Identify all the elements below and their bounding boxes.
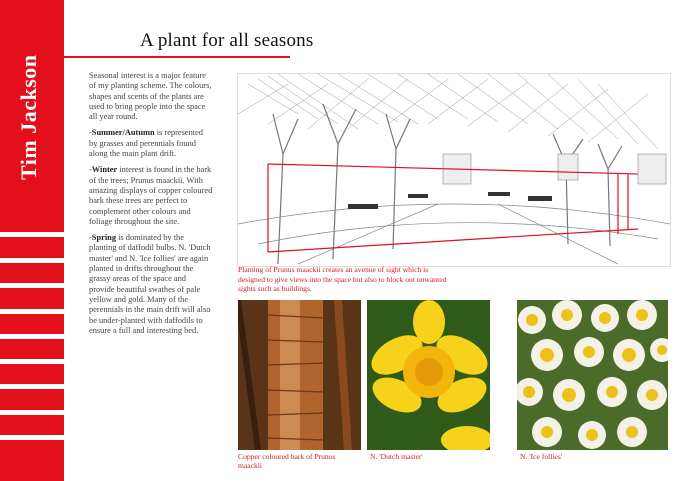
winter-paragraph: -Winter interest is found in the bark of the trees; Prunus maackii. With amazing displays of copper coloured bark these trees are perfect to complement other colours and foliage throughout the site. <box>89 165 213 226</box>
summer-label: Summer/Autumn <box>91 128 155 138</box>
sidebar-band <box>0 0 64 481</box>
site-sketch-image <box>237 73 671 267</box>
winter-text: interest is found in the bark of the trees; Prunus maackii. With amazing displays of copper coloured bark these trees are perfect to complement other colours and foliage throughout the site. <box>89 165 213 226</box>
ice-follies-photo <box>517 300 668 450</box>
sidebar-stripe <box>0 359 64 364</box>
dutch-master-photo <box>367 300 490 450</box>
bark-caption: Copper coloured bark of Prunus maackii <box>238 452 336 470</box>
sidebar-stripe <box>0 232 64 237</box>
spring-label: Spring <box>91 233 117 243</box>
summer-text: is represented by grasses and perennials found along the main plant drift. <box>89 128 203 159</box>
sidebar-stripe <box>0 309 64 314</box>
page-title: A plant for all seasons <box>140 30 314 51</box>
winter-label: Winter <box>91 165 118 175</box>
spring-text: is dominated by the planting of daffodil bulbs. N. 'Dutch master' and N. 'Ice follies' are again planted in drifts throughout the grassy areas of the space and provide beautiful swathes of pale yellow and gold. Many of the perennials in the main drift will also be under-planted with daffodils to ensure a full and interesting bed. <box>89 233 211 335</box>
bark-photo <box>238 300 361 450</box>
intro-paragraph: Seasonal interest is a major feature of my planting scheme. The colours, shapes and scents of the plants are used to bring people into the space all year round. <box>89 71 212 122</box>
sidebar-stripe <box>0 283 64 288</box>
dutch-master-caption: N. 'Dutch master' <box>370 452 423 461</box>
sidebar-stripe <box>0 410 64 415</box>
body-text <box>89 71 213 342</box>
summer-paragraph: -Summer/Autumn is represented by grasses and perennials found along the main plant drift. <box>89 128 203 159</box>
sketch-caption: Planting of Prunus maackii creates an avenue of sight which is designed to give views into the space but also to block out unwanted sights such as buildings. <box>238 265 447 293</box>
sidebar-stripe <box>0 384 64 389</box>
ice-follies-caption: N. 'Ice follies' <box>520 452 563 461</box>
title-underline <box>64 56 290 58</box>
sidebar-stripe <box>0 258 64 263</box>
sidebar-stripe <box>0 334 64 339</box>
author-name: Tim Jackson <box>16 54 41 180</box>
sidebar-stripe <box>0 435 64 440</box>
spring-paragraph: -Spring is dominated by the planting of daffodil bulbs. N. 'Dutch master' and N. 'Ice follies' are again planted in drifts throughout the grassy areas of the space and provide beautiful swathes of pale yellow and gold. Many of the perennials in the main drift will also be under-planted with daffodils to ensure a full and interesting bed. <box>89 233 211 335</box>
